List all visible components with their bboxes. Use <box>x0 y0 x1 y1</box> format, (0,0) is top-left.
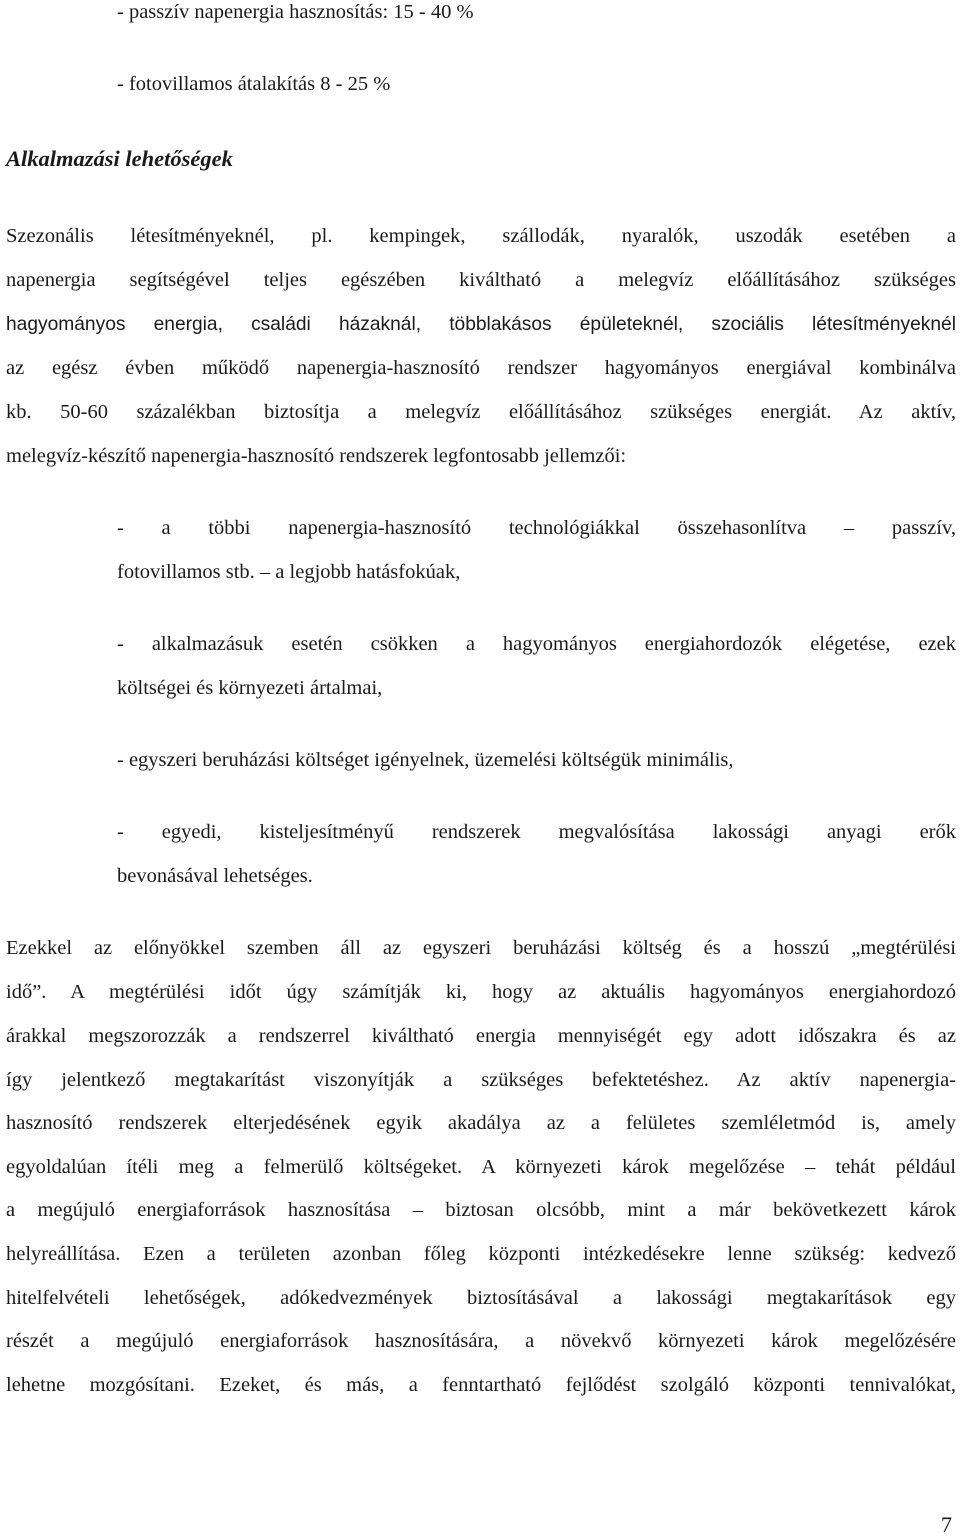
paragraph1-text: Szezonális létesítményeknél, pl. kempingek, szállodák, nyaralók, uszodák esetében a <box>6 225 956 247</box>
paragraph2-line <box>6 1026 956 1047</box>
paragraph2-text: hasznosító rendszerek elterjedésének egyik akadálya az a felületes szemléletmód is, amely <box>6 1112 956 1134</box>
paragraph2-text: a megújuló energiaforrások hasznosítása – biztosan olcsóbb, mint a már bekövetkezett károk <box>6 1199 956 1221</box>
paragraph2-line <box>6 1200 956 1221</box>
paragraph2-text: lehetne mozgósítani. Ezeket, és más, a fenntartható fejlődést szolgáló központi tennivalókat, <box>6 1374 956 1396</box>
paragraph2-line <box>6 1113 956 1134</box>
bullet-item-fuel-reduction-cont: költségei és környezeti ártalmai, <box>117 677 383 699</box>
paragraph2-text: hitelfelvételi lehetőségek, adókedvezmények biztosításával a lakossági megtakarítások egy <box>6 1287 956 1309</box>
paragraph2-text: részét a megújuló energiaforrások hasznosítására, a növekvő környezeti károk megelőzésére <box>6 1330 956 1352</box>
bullet-item-fuel-reduction <box>117 634 956 655</box>
paragraph2-line <box>6 1288 956 1309</box>
paragraph1-text: az egész évben működő napenergia-hasznosító rendszer hagyományos energiával kombinálva <box>6 357 956 379</box>
paragraph1-line <box>6 402 956 423</box>
section-heading: Alkalmazási lehetőségek <box>6 146 233 171</box>
paragraph2-text: így jelentkező megtakarítást viszonyítják a szükséges befektetéshez. Az aktív napenergia- <box>6 1069 956 1091</box>
bullet-item-investment: - egyszeri beruházási költséget igényelnek, üzemelési költségük minimális, <box>117 749 734 771</box>
list-item-photovoltaic: - fotovillamos átalakítás 8 - 25 % <box>117 73 391 95</box>
paragraph2-text: árakkal megszorozzák a rendszerrel kiváltható energia mennyiségét egy adott időszakra és az <box>6 1025 956 1047</box>
paragraph2-line <box>6 1157 956 1178</box>
paragraph2-line <box>6 1070 956 1091</box>
paragraph2-text: helyreállítása. Ezen a területen azonban főleg központi intézkedésekre lenne szükség: kedvező <box>6 1243 956 1265</box>
paragraph2-text: egyoldalúan ítéli meg a felmerülő költségeket. A környezeti károk megelőzése – tehát például <box>6 1156 956 1178</box>
page-number: 7 <box>941 1512 952 1537</box>
bullet-item-efficiency-cont: fotovillamos stb. – a legjobb hatásfokúak, <box>117 561 461 583</box>
paragraph1-line <box>6 315 956 334</box>
paragraph1-text: kb. 50-60 százalékban biztosítja a melegvíz előállításához szükséges energiát. Az aktív, <box>6 401 956 423</box>
bullet-text: - a többi napenergia-hasznosító technológiákkal összehasonlítva – passzív, <box>117 517 956 539</box>
bullet-text: - alkalmazásuk esetén csökken a hagyományos energiahordozók elégetése, ezek <box>117 633 956 655</box>
paragraph1-line <box>6 270 956 291</box>
paragraph2-text: Ezekkel az előnyökkel szemben áll az egyszeri beruházási költség és a hosszú „megtérülési <box>6 937 956 959</box>
bullet-item-small-systems-cont: bevonásával lehetséges. <box>117 865 313 887</box>
paragraph2-line <box>6 1331 956 1352</box>
paragraph2-line <box>6 938 956 959</box>
paragraph1-line <box>6 358 956 379</box>
paragraph1-text: napenergia segítségével teljes egészében kiváltható a melegvíz előállításához szükséges <box>6 269 956 291</box>
paragraph2-line <box>6 982 956 1003</box>
paragraph1-text: hagyományos energia, családi házaknál, többlakásos épületeknél, szociális létesítményeknél <box>6 314 956 335</box>
list-item-passive-solar: - passzív napenergia hasznosítás: 15 - 40 % <box>117 1 474 23</box>
bullet-item-small-systems <box>117 822 956 843</box>
paragraph2-line <box>6 1375 956 1396</box>
bullet-text: - egyedi, kisteljesítményű rendszerek megvalósítása lakossági anyagi erők <box>117 821 956 843</box>
paragraph2-line <box>6 1244 956 1265</box>
paragraph2-text: idő”. A megtérülési időt úgy számítják ki, hogy az aktuális hagyományos energiahordozó <box>6 981 956 1003</box>
paragraph1-line <box>6 226 956 247</box>
bullet-item-efficiency <box>117 518 956 539</box>
paragraph1-last-line: melegvíz-készítő napenergia-hasznosító rendszerek legfontosabb jellemzői: <box>6 445 627 467</box>
